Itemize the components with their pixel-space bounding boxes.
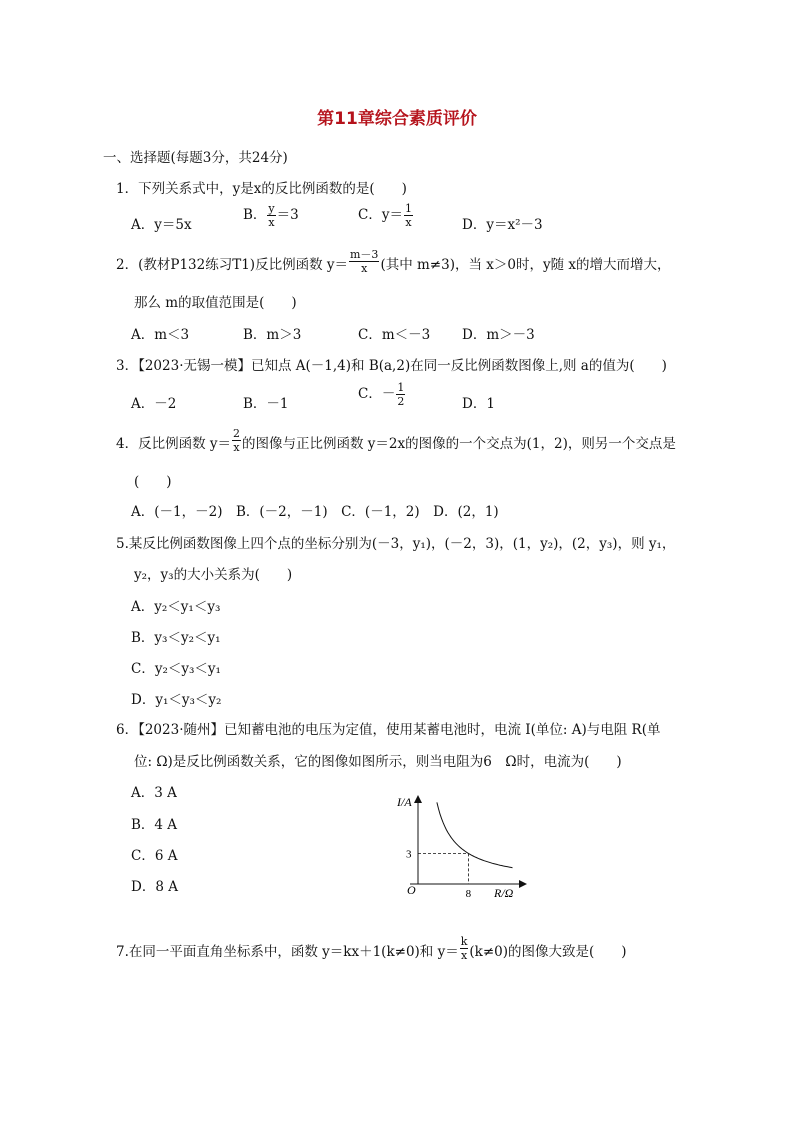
- question-4-line1: 4．反比例函数 y＝ $\frac{2}{x}$ 的图像与正比例函数 y＝2x的图像的一个交点为(1，2)，则另一个交点是: [116, 427, 676, 454]
- q3-option-d[interactable]: D．1: [462, 396, 495, 412]
- question-7-line: 7.在同一平面直角坐标系中，函数 y＝kx＋1(k≠0)和 y＝ $\frac{k}{x}$ (k≠0)的图像大致是( ): [116, 935, 627, 962]
- y-tick-3: 3: [406, 848, 412, 861]
- q6-option-a[interactable]: A．3 A: [131, 785, 177, 801]
- q3-option-b[interactable]: B．－1: [243, 396, 289, 412]
- q6-option-b[interactable]: B．4 A: [131, 817, 178, 833]
- q2-option-c[interactable]: C．m＜－3: [358, 327, 431, 343]
- q2-fraction: $\frac{m-3}{x}$: [350, 248, 379, 275]
- q1-option-b[interactable]: B． $\frac{y}{x}$ ＝3: [243, 202, 299, 229]
- question-5-line1: 5.某反比例函数图像上四个点的坐标分别为(－3，y₁)，(－2，3)，(1，y₂)，(2，y₃)，则 y₁，: [116, 536, 676, 552]
- q1-option-a[interactable]: A．y＝5x: [131, 217, 192, 233]
- q3-option-c[interactable]: C．－ $\frac{1}{2}$: [358, 381, 405, 408]
- x-tick-8: 8: [465, 888, 472, 900]
- page-title: 第11章综合素质评价: [317, 109, 477, 129]
- q1-option-b-label: B．: [243, 207, 267, 223]
- q2-option-b[interactable]: B．m＞3: [243, 327, 302, 343]
- question-6-line1: 6．【2023·随州】已知蓄电池的电压为定值，使用某蓄电池时，电流 I(单位: A)与电阻 R(单: [116, 722, 661, 738]
- q3-option-a[interactable]: A．－2: [131, 396, 177, 412]
- q6-option-c[interactable]: C．6 A: [131, 848, 178, 864]
- current-resistance-graph: [380, 790, 530, 905]
- q2-option-a[interactable]: A．m＜3: [131, 327, 190, 343]
- question-1-stem: 1．下列关系式中，y是x的反比例函数的是( ): [116, 181, 407, 197]
- q3-c-fraction: $\frac{1}{2}$: [397, 381, 405, 408]
- q5-option-b[interactable]: B．y₃＜y₂＜y₁: [131, 630, 221, 646]
- q5-option-a[interactable]: A．y₂＜y₁＜y₃: [131, 599, 221, 615]
- q5-option-d[interactable]: D．y₁＜y₃＜y₂: [131, 692, 222, 708]
- q1-option-d[interactable]: D．y＝x²－3: [462, 217, 543, 233]
- q4-fraction: $\frac{2}{x}$: [233, 427, 241, 454]
- question-5-line2: y₂，y₃的大小关系为( ): [134, 567, 293, 583]
- q5-option-c[interactable]: C．y₂＜y₃＜y₁: [131, 661, 221, 677]
- q2-option-d[interactable]: D．m＞－3: [462, 327, 535, 343]
- q7-fraction: $\frac{k}{x}$: [460, 935, 468, 962]
- question-2-line2: 那么 m的取值范围是( ): [134, 295, 297, 311]
- x-axis-label: R/Ω: [494, 886, 514, 900]
- section-heading: 一、选择题(每题3分，共24分): [103, 150, 288, 166]
- question-4-line2: ( ): [134, 474, 172, 490]
- inverse-curve: [437, 802, 513, 867]
- q1-b-fraction: $\frac{y}{x}$: [268, 202, 275, 229]
- origin-label: O: [407, 883, 416, 897]
- q1-option-c[interactable]: C．y＝ $\frac{1}{x}$: [358, 202, 412, 229]
- question-6-line2: 位: Ω)是反比例函数关系，它的图像如图所示，则当电阻为6 Ω时，电流为( ): [134, 754, 622, 770]
- question-4-options[interactable]: A．(－1，－2) B．(－2，－1) C．(－1，2) D．(2，1): [131, 504, 499, 520]
- y-axis-label: I/A: [397, 795, 412, 809]
- q1-c-fraction: $\frac{1}{x}$: [404, 202, 412, 229]
- q6-option-d[interactable]: D．8 A: [131, 879, 178, 895]
- question-2-line1: 2．(教材P132练习T1)反比例函数 y＝ $\frac{m-3}{x}$ (其中 m≠3)，当 x＞0时，y随 x的增大而增大，: [116, 248, 671, 275]
- question-3-stem: 3．【2023·无锡一模】已知点 A(－1,4)和 B(a,2)在同一反比例函数图像上,则 a的值为( ): [116, 358, 667, 374]
